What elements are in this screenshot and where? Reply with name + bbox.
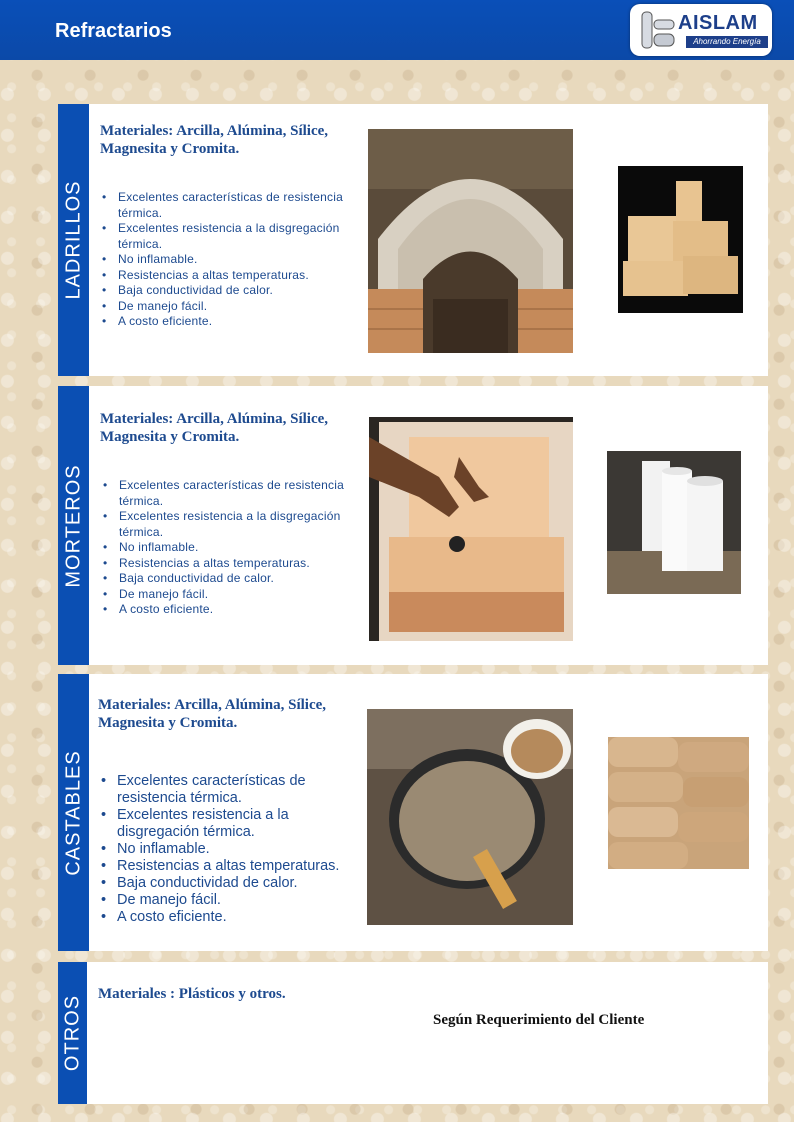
mortar-buckets-photo (607, 451, 741, 594)
list-item: • Excelentes resistencia a la disgregación térmica. (103, 509, 363, 540)
features-list (101, 773, 351, 926)
list-item: • Excelentes características de resistencia térmica. (103, 478, 363, 509)
features-list (103, 478, 363, 618)
section-label: CASTABLES (62, 749, 84, 876)
list-item: • No inflamable. (102, 252, 372, 268)
materials-text: Materiales: Arcilla, Alúmina, Sílice, Magnesita y Cromita. (100, 411, 329, 445)
list-item: • Excelentes características de resistencia térmica. (101, 773, 351, 807)
list-item: • Baja conductividad de calor. (103, 571, 363, 587)
materials-text: Materiales: Arcilla, Alúmina, Sílice, Magnesita y Cromita. (98, 697, 327, 731)
list-item: • No inflamable. (103, 540, 363, 556)
list-item: • Baja conductividad de calor. (101, 875, 351, 892)
client-requirement-note: Según Requerimiento del Cliente (433, 1012, 645, 1028)
list-item: • Excelentes resistencia a la disgregación térmica. (101, 807, 351, 841)
list-item: • A costo eficiente. (102, 314, 372, 330)
section-side-bar (58, 962, 87, 1104)
list-item: • Excelentes características de resistencia térmica. (102, 190, 372, 221)
list-item: • A costo eficiente. (103, 602, 363, 618)
list-item: • Resistencias a altas temperaturas. (101, 858, 351, 875)
section-castables (58, 674, 768, 951)
logo-pipes-icon (638, 10, 678, 52)
section-side-bar (58, 386, 89, 665)
section-label: LADRILLOS (62, 180, 84, 300)
materials-text: Materiales: Arcilla, Alúmina, Sílice, Magnesita y Cromita. (100, 123, 329, 157)
brick-oven-photo (368, 129, 573, 353)
list-item: • De manejo fácil. (102, 299, 372, 315)
list-item: • De manejo fácil. (101, 892, 351, 909)
list-item: • Resistencias a altas temperaturas. (102, 268, 372, 284)
features-list (102, 190, 372, 330)
section-label: OTROS (61, 994, 83, 1072)
castable-mix-photo (367, 709, 573, 925)
castable-sacks-photo (608, 737, 749, 869)
list-item: • No inflamable. (101, 841, 351, 858)
list-item: • Resistencias a altas temperaturas. (103, 556, 363, 572)
brand-tagline: Ahorrando Energía (686, 36, 768, 48)
list-item: • Excelentes resistencia a la disgregación térmica. (102, 221, 372, 252)
section-label: MORTEROS (62, 463, 84, 588)
list-item: • A costo eficiente. (101, 909, 351, 926)
section-side-bar (58, 104, 89, 376)
section-side-bar (58, 674, 89, 951)
page-title: Refractarios (55, 20, 172, 42)
page-header (0, 0, 794, 60)
list-item: • De manejo fácil. (103, 587, 363, 603)
refractory-bricks-photo (618, 166, 743, 313)
list-item: • Baja conductividad de calor. (102, 283, 372, 299)
materials-text: Materiales : Plásticos y otros. (98, 986, 286, 1002)
brand-logo (630, 4, 772, 56)
section-morteros (58, 386, 768, 665)
mortar-application-photo (369, 417, 573, 641)
section-otros (58, 962, 768, 1104)
brand-name: AISLAM (678, 12, 758, 34)
section-ladrillos (58, 104, 768, 376)
